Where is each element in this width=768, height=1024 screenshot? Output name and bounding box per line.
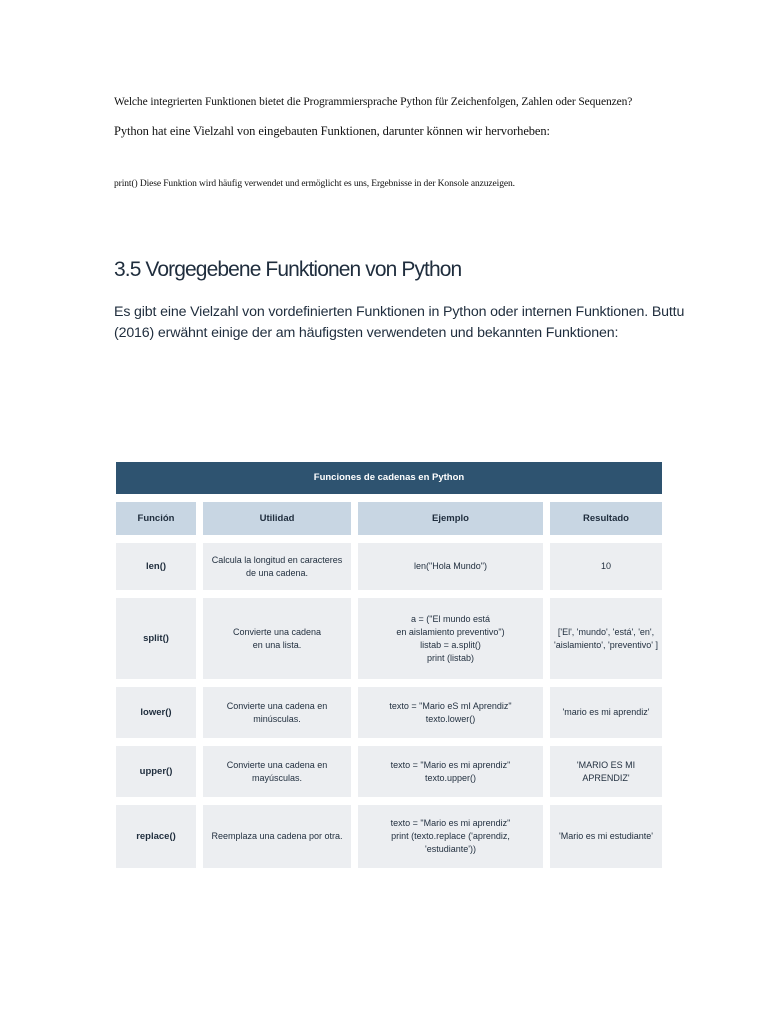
header-cell-utility xyxy=(203,502,351,535)
table-cell-result: ['El', 'mundo', 'está', 'en', 'aislamiento', 'preventivo' ] xyxy=(550,598,662,679)
table-cell-result: 'mario es mi aprendiz' xyxy=(550,687,662,738)
print-note-paragraph: print() Diese Funktion wird häufig verwendet und ermöglicht es uns, Ergebnisse in der Konsole anzuzeigen. xyxy=(114,179,515,189)
table-cell-function: upper() xyxy=(116,746,196,797)
answer-intro-paragraph: Python hat eine Vielzahl von eingebauten Funktionen, darunter können wir hervorheben: xyxy=(114,124,550,138)
table-cell-example: texto = "Mario es mi aprendiz" texto.upper() xyxy=(358,746,543,797)
table-title: Funciones de cadenas en Python xyxy=(116,462,662,494)
functions-table xyxy=(116,462,662,854)
header-cell-example xyxy=(358,502,543,535)
header-label: Utilidad xyxy=(259,513,295,524)
table-cell-example: texto = "Mario eS mI Aprendiz" texto.lower() xyxy=(358,687,543,738)
table-cell-function: lower() xyxy=(116,687,196,738)
table-cell-utility: Convierte una cadena en una lista. xyxy=(203,598,351,679)
header-label: Ejemplo xyxy=(432,513,469,524)
table-cell-function: len() xyxy=(116,543,196,590)
header-cell-function xyxy=(116,502,196,535)
table-cell-function: split() xyxy=(116,598,196,679)
table-cell-utility: Convierte una cadena en mayúsculas. xyxy=(203,746,351,797)
table-cell-result: 10 xyxy=(550,543,662,590)
header-label: Resultado xyxy=(583,513,629,524)
table-cell-result: 'MARIO ES MI APRENDIZ' xyxy=(550,746,662,797)
header-label: Función xyxy=(137,513,175,524)
question-paragraph: Welche integrierten Funktionen bietet die Programmiersprache Python für Zeichenfolgen, Zahlen oder Sequenzen? xyxy=(114,96,633,108)
table-cell-utility: Convierte una cadena en minúsculas. xyxy=(203,687,351,738)
table-cell-example: texto = "Mario es mi aprendiz" print (texto.replace ('aprendiz, 'estudiante')) xyxy=(358,805,543,868)
table-cell-example: len("Hola Mundo") xyxy=(358,543,543,590)
table-cell-function: replace() xyxy=(116,805,196,868)
table-cell-example: a = ("El mundo está en aislamiento preventivo") listab = a.split() print (listab) xyxy=(358,598,543,679)
table-cell-utility: Reemplaza una cadena por otra. xyxy=(203,805,351,868)
table-cell-result: 'Mario es mi estudiante' xyxy=(550,805,662,868)
header-cell-result xyxy=(550,502,662,535)
table-cell-utility: Calcula la longitud en caracteres de una cadena. xyxy=(203,543,351,590)
section-intro-paragraph: Es gibt eine Vielzahl von vordefinierten Funktionen in Python oder internen Funktionen. Buttu (2016) erwähnt einige der am häufigsten verwendeten und bekannten Funktionen: xyxy=(114,304,685,341)
section-heading: 3.5 Vorgegebene Funktionen von Python xyxy=(114,258,462,281)
